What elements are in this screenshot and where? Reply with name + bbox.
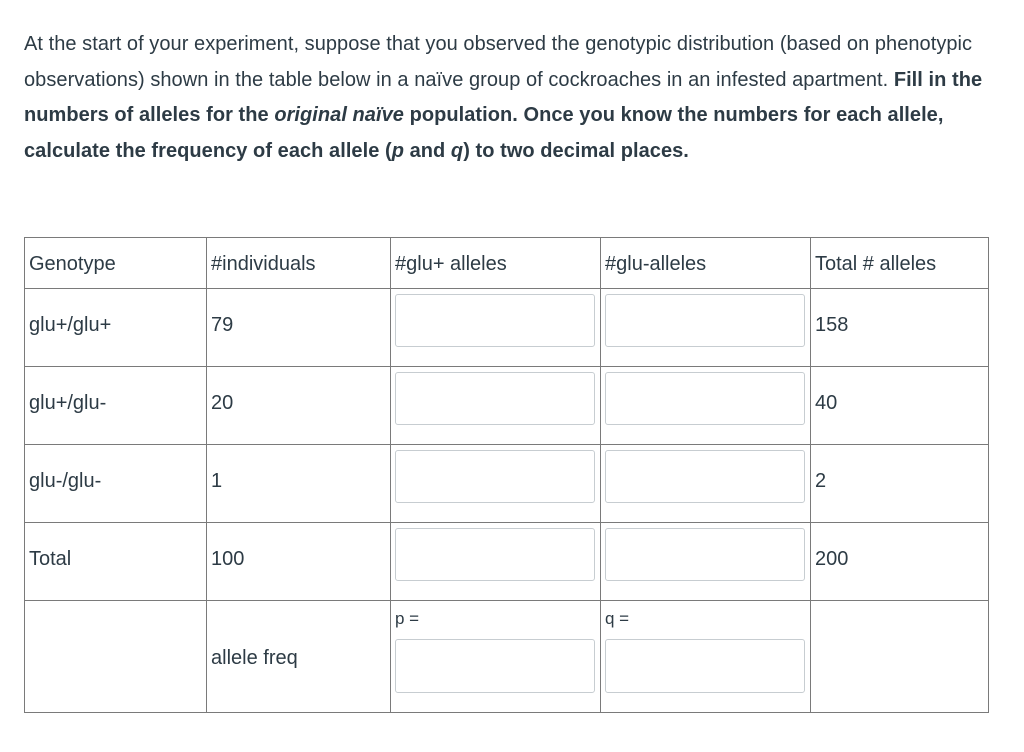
glu-plus-total-input[interactable] — [395, 528, 595, 581]
total-alleles-cell: 200 — [811, 523, 989, 601]
genotype-cell: glu+/glu+ — [25, 289, 207, 367]
header-total-alleles: Total # alleles — [811, 238, 989, 289]
allele-freq-row — [25, 601, 989, 713]
table-row — [25, 445, 989, 523]
q-label: q = — [605, 609, 630, 628]
glu-minus-cell — [601, 367, 811, 445]
individuals-cell: 1 — [207, 445, 391, 523]
glu-minus-alleles-input[interactable] — [605, 372, 805, 425]
individuals-cell: 20 — [207, 367, 391, 445]
q-frequency-input[interactable] — [605, 639, 805, 693]
question-instruction-part-1: Fill in the numbers of alleles for the — [24, 68, 983, 126]
glu-minus-cell — [601, 523, 811, 601]
glu-minus-alleles-input[interactable] — [605, 450, 805, 503]
question-p-variable: p — [391, 139, 404, 162]
header-glu-plus-alleles: #glu+ alleles — [391, 238, 601, 289]
p-label: p = — [395, 609, 420, 628]
glu-plus-cell — [391, 289, 601, 367]
table-row-total — [25, 523, 989, 601]
table-row — [25, 289, 989, 367]
glu-minus-cell — [601, 289, 811, 367]
genotype-cell: glu+/glu- — [25, 367, 207, 445]
p-freq-cell — [391, 601, 601, 713]
glu-plus-cell — [391, 367, 601, 445]
question-instruction-part-2: population. Once you know the numbers for each allele, calculate the frequency of each allele ( — [24, 104, 944, 162]
q-freq-cell — [601, 601, 811, 713]
total-alleles-cell: 158 — [811, 289, 989, 367]
glu-plus-alleles-input[interactable] — [395, 372, 595, 425]
header-individuals: #individuals — [207, 238, 391, 289]
glu-minus-cell — [601, 445, 811, 523]
question-q-variable: q — [450, 139, 464, 162]
individuals-cell: 79 — [207, 289, 391, 367]
glu-plus-alleles-input[interactable] — [395, 294, 595, 347]
glu-minus-total-input[interactable] — [605, 528, 805, 581]
allele-freq-label: allele freq — [211, 647, 298, 669]
empty-cell — [811, 601, 989, 713]
p-frequency-input[interactable] — [395, 639, 595, 693]
allele-freq-cell — [207, 601, 391, 713]
question-intro: At the start of your experiment, suppose that you observed the genotypic distribution (based on phenotypic observations) shown in the table below in a naïve group of cockroaches in an infested apartment. — [24, 33, 973, 91]
total-alleles-cell: 40 — [811, 367, 989, 445]
question-text — [24, 27, 1014, 169]
glu-plus-cell — [391, 523, 601, 601]
genotype-cell: glu-/glu- — [25, 445, 207, 523]
question-instruction-emphasis: original naïve — [274, 104, 404, 126]
genotype-cell: Total — [25, 523, 207, 601]
allele-table — [24, 237, 989, 713]
total-alleles-cell: 2 — [811, 445, 989, 523]
table-header-row — [25, 238, 989, 289]
header-genotype: Genotype — [25, 238, 207, 289]
glu-minus-alleles-input[interactable] — [605, 294, 805, 347]
empty-cell — [25, 601, 207, 713]
table-row — [25, 367, 989, 445]
header-glu-minus-alleles: #glu-alleles — [601, 238, 811, 289]
question-instruction-part-3: ) to two decimal places. — [463, 139, 689, 162]
glu-plus-alleles-input[interactable] — [395, 450, 595, 503]
glu-plus-cell — [391, 445, 601, 523]
individuals-cell: 100 — [207, 523, 391, 601]
question-and-word: and — [409, 139, 446, 162]
